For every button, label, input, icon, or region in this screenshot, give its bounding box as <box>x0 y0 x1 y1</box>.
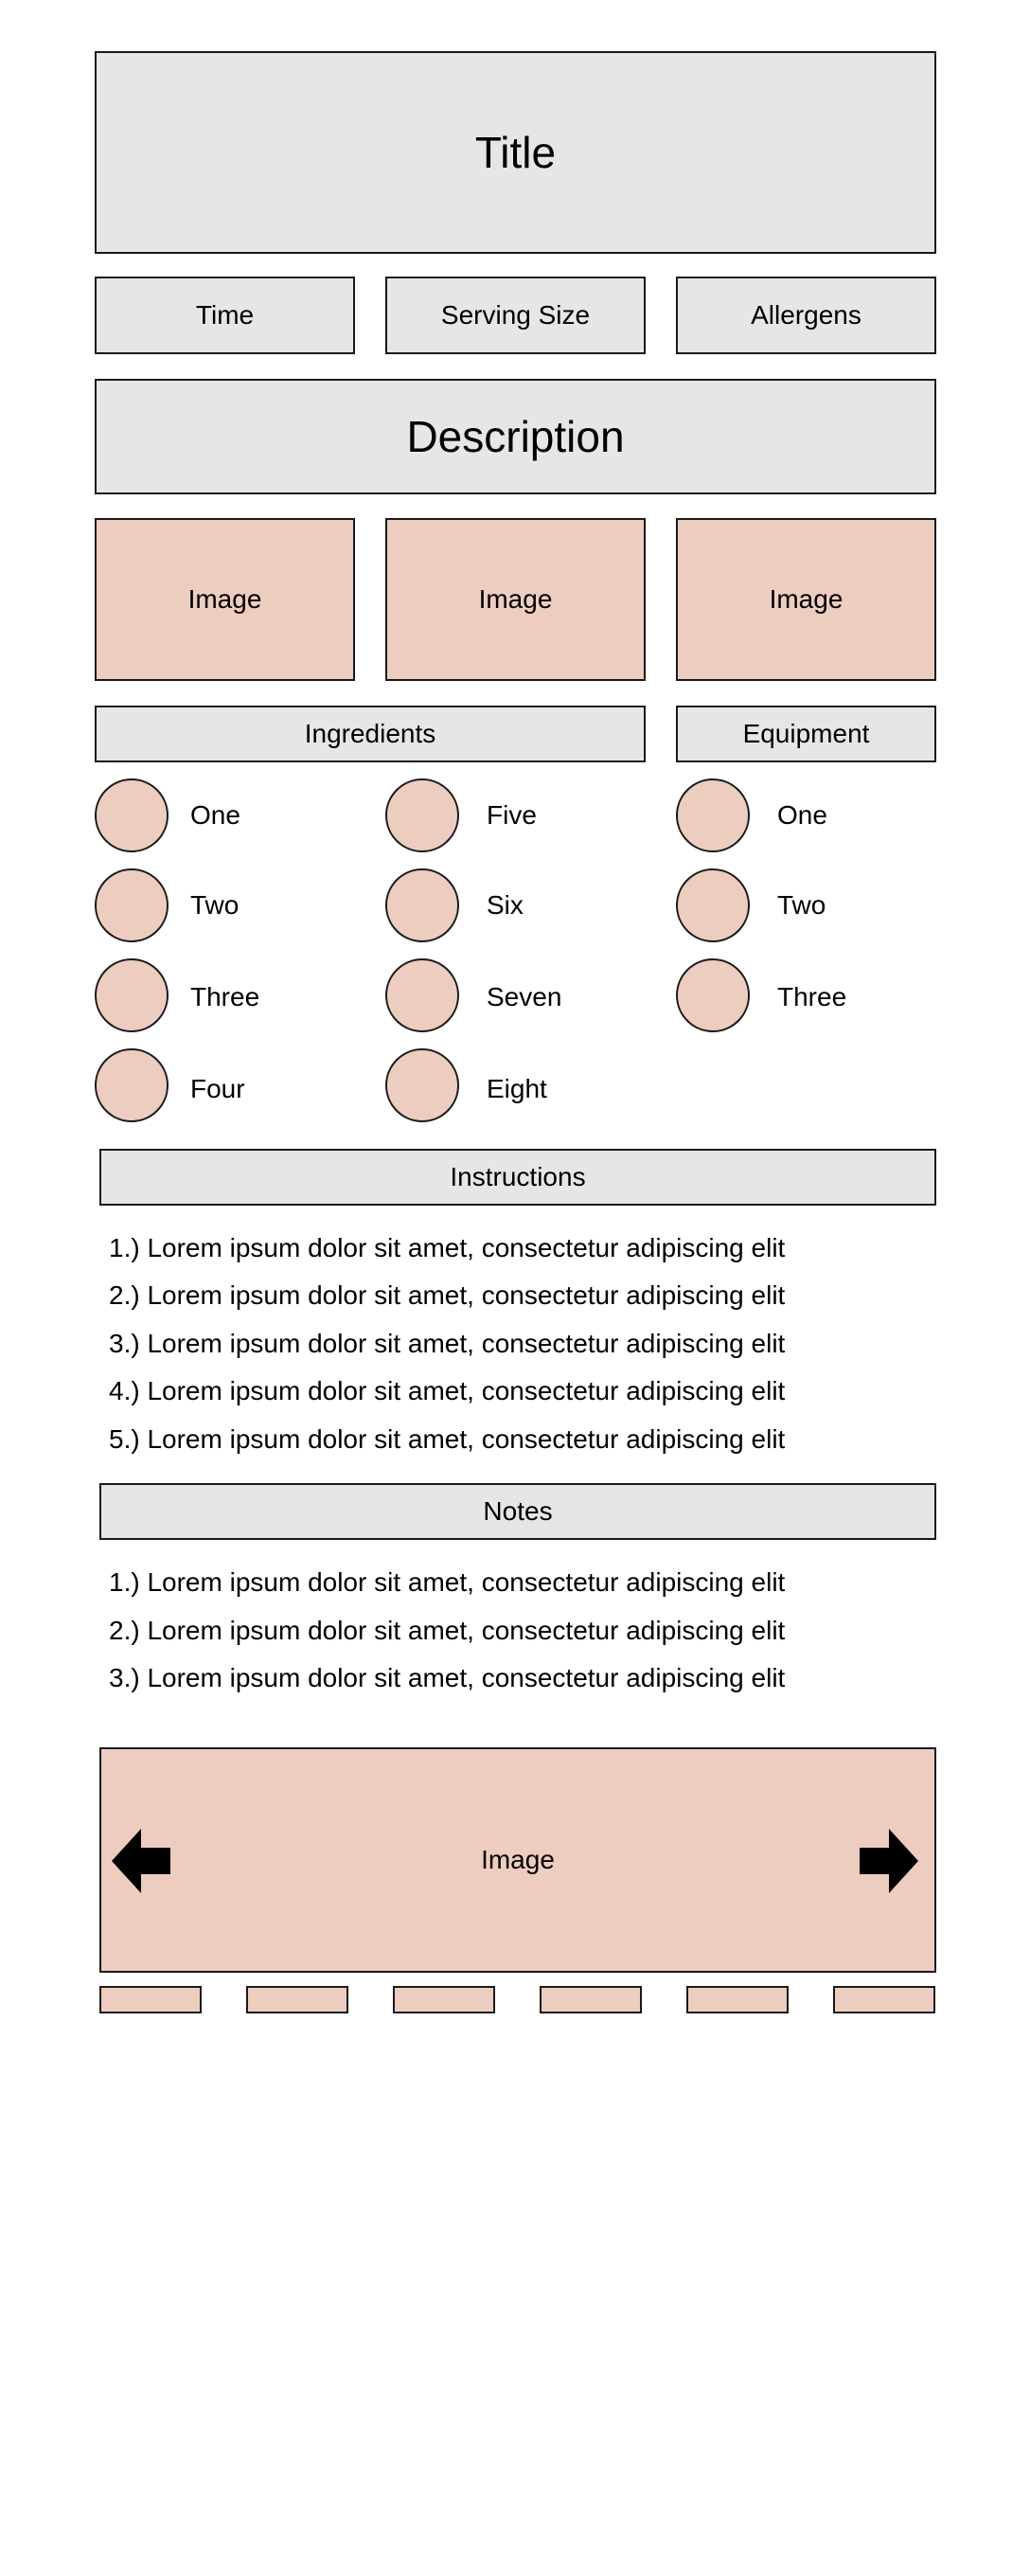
ingredient-checkbox[interactable] <box>95 1048 169 1122</box>
allergens-box <box>676 277 936 354</box>
instructions-heading-text: Instructions <box>450 1162 586 1191</box>
carousel-thumbnail[interactable] <box>393 1986 495 2013</box>
equipment-label: Two <box>777 890 826 920</box>
serving-size-label: Serving Size <box>440 300 591 330</box>
instruction-step: 5.) Lorem ipsum dolor sit amet, consectetur adipiscing elit <box>109 1424 786 1454</box>
equipment-heading-text: Equipment <box>742 719 870 748</box>
description-text: Description <box>406 412 625 461</box>
equipment-label: One <box>777 800 827 830</box>
ingredient-checkbox[interactable] <box>95 868 169 942</box>
ingredients-heading-text: Ingredients <box>304 719 436 748</box>
ingredients-heading <box>95 706 646 762</box>
instruction-step: 2.) Lorem ipsum dolor sit amet, consectetur adipiscing elit <box>109 1280 786 1310</box>
carousel-image[interactable] <box>99 1747 936 1973</box>
carousel-thumbnail[interactable] <box>246 1986 348 2013</box>
instruction-step: 1.) Lorem ipsum dolor sit amet, consectetur adipiscing elit <box>109 1233 786 1262</box>
arrow-right-icon[interactable] <box>860 1829 918 1893</box>
ingredient-label: Three <box>190 982 260 1011</box>
image-label: Image <box>769 584 844 614</box>
title-box <box>95 51 936 254</box>
arrow-left-icon[interactable] <box>112 1829 170 1893</box>
ingredient-checkbox[interactable] <box>385 778 459 852</box>
ingredient-label: Two <box>190 890 240 920</box>
ingredient-label: Six <box>487 890 524 920</box>
ingredient-checkbox[interactable] <box>95 778 169 852</box>
carousel-thumbnail[interactable] <box>540 1986 642 2013</box>
page-title: Title <box>474 128 557 177</box>
ingredient-label: Four <box>190 1074 245 1103</box>
gallery-image-1[interactable] <box>95 518 355 681</box>
image-label: Image <box>478 584 553 614</box>
notes-heading <box>99 1483 936 1540</box>
carousel-thumbnail[interactable] <box>99 1986 202 2013</box>
note-item: 3.) Lorem ipsum dolor sit amet, consectetur adipiscing elit <box>109 1663 786 1692</box>
instruction-step: 3.) Lorem ipsum dolor sit amet, consectetur adipiscing elit <box>109 1329 786 1358</box>
instruction-step: 4.) Lorem ipsum dolor sit amet, consectetur adipiscing elit <box>109 1376 786 1405</box>
time-box <box>95 277 355 354</box>
ingredient-label: Eight <box>487 1074 547 1103</box>
ingredient-label: One <box>190 800 240 830</box>
ingredient-label: Seven <box>487 982 562 1011</box>
ingredient-checkbox[interactable] <box>385 868 459 942</box>
carousel-thumbnail[interactable] <box>686 1986 789 2013</box>
carousel-image-label: Image <box>481 1845 555 1874</box>
notes-heading-text: Notes <box>483 1496 553 1526</box>
equipment-checkbox[interactable] <box>676 868 750 942</box>
ingredient-checkbox[interactable] <box>385 1048 459 1122</box>
gallery-image-3[interactable] <box>676 518 936 681</box>
instructions-heading <box>99 1149 936 1206</box>
note-item: 1.) Lorem ipsum dolor sit amet, consectetur adipiscing elit <box>109 1567 786 1597</box>
allergens-label: Allergens <box>751 300 861 330</box>
note-item: 2.) Lorem ipsum dolor sit amet, consectetur adipiscing elit <box>109 1616 786 1645</box>
ingredient-label: Five <box>487 800 537 830</box>
gallery-image-2[interactable] <box>385 518 646 681</box>
equipment-label: Three <box>777 982 847 1011</box>
equipment-heading <box>676 706 936 762</box>
ingredient-checkbox[interactable] <box>385 958 459 1032</box>
image-label: Image <box>187 584 262 614</box>
carousel-thumbnail[interactable] <box>833 1986 935 2013</box>
time-label: Time <box>195 300 255 330</box>
ingredient-checkbox[interactable] <box>95 958 169 1032</box>
serving-size-box <box>385 277 646 354</box>
description-box <box>95 379 936 494</box>
equipment-checkbox[interactable] <box>676 778 750 852</box>
equipment-checkbox[interactable] <box>676 958 750 1032</box>
